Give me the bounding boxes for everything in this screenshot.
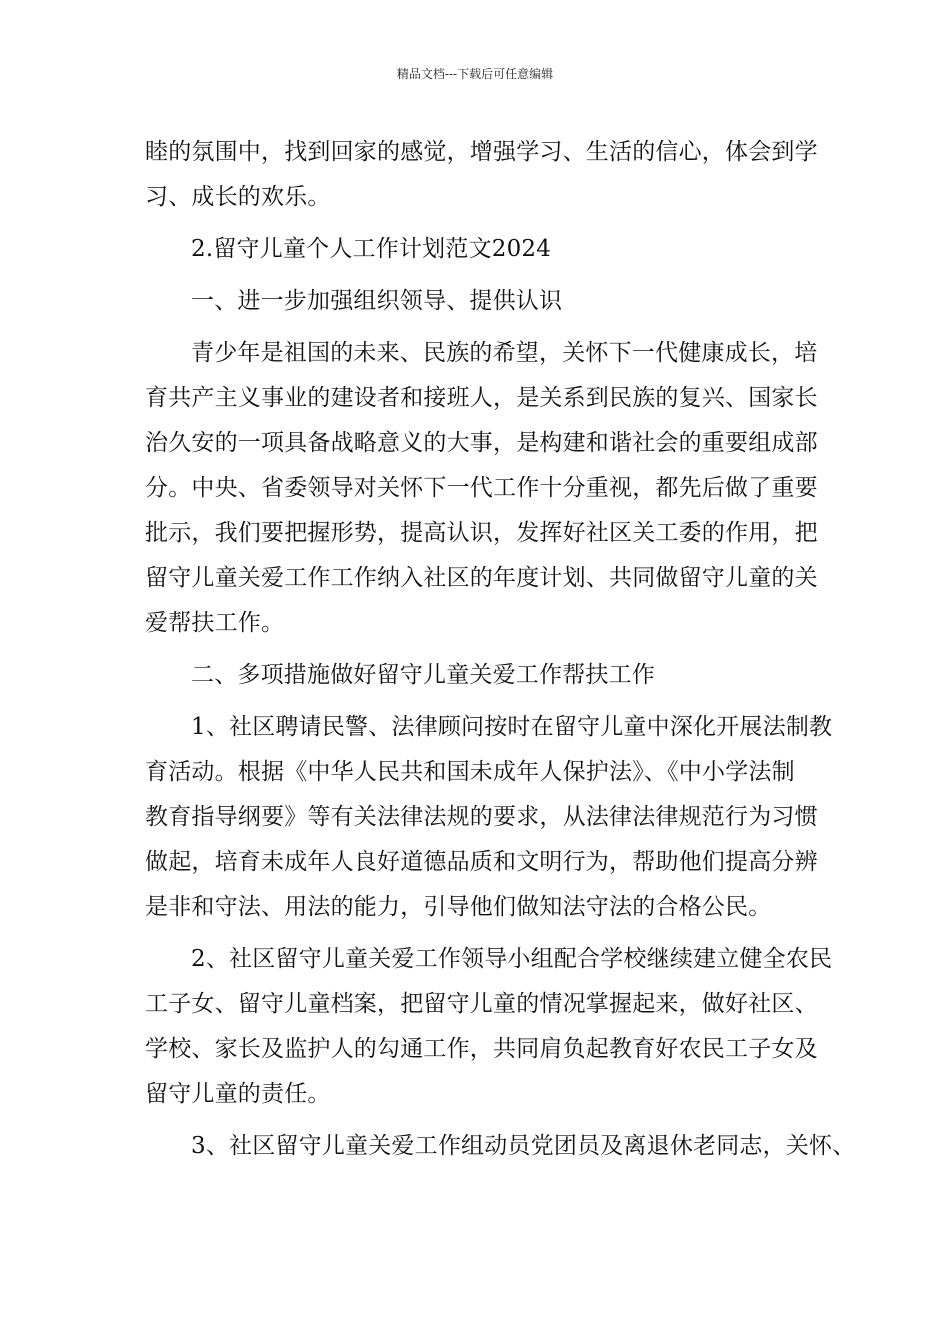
text-line: 3、社区留守儿童关爱工作组动员党团员及离退休老同志，关怀、	[191, 1133, 856, 1159]
text-line: 二、多项措施做好留守儿童关爱工作帮扶工作	[191, 662, 655, 688]
page-header: 精品文档---下载后可任意编辑	[396, 67, 554, 81]
text-line: 2.留守儿童个人工作计划范文2024	[191, 236, 552, 262]
text-line: 工子女、留守儿童档案，把留守儿童的情况掌握起来，做好社区、	[145, 991, 818, 1017]
text-line: 教育指导纲要》等有关法律法规的要求，从法律法律规范行为习惯	[145, 804, 818, 830]
text-line: 2、社区留守儿童关爱工作领导小组配合学校继续建立健全农民	[191, 946, 833, 972]
text-line: 做起，培育未成年人良好道德品质和文明行为，帮助他们提高分辨	[145, 849, 818, 875]
text-line: 留守儿童关爱工作工作纳入社区的年度计划、共同做留守儿童的关	[145, 565, 818, 591]
text-line: 留守儿童的责任。	[145, 1081, 331, 1107]
text-line: 学校、家长及监护人的勾通工作，共同肩负起教育好农民工子女及	[145, 1036, 818, 1062]
text-line: 分。中央、省委领导对关怀下一代工作十分重视，都先后做了重要	[145, 475, 818, 501]
text-line: 育活动。根据《中华人民共和国未成年人保护法》、《中小学法制	[145, 759, 795, 785]
text-line: 是非和守法、用法的能力，引导他们做知法守法的合格公民。	[145, 894, 772, 920]
text-line: 育共产主义事业的建设者和接班人，是关系到民族的复兴、国家长	[145, 385, 818, 411]
text-line: 批示，我们要把握形势，提高认识，发挥好社区关工委的作用，把	[145, 520, 818, 546]
text-line: 爱帮扶工作。	[145, 610, 285, 636]
text-line: 一、进一步加强组织领导、提供认识	[191, 288, 563, 314]
text-line: 治久安的一项具备战略意义的大事，是构建和谐社会的重要组成部	[145, 430, 818, 456]
text-line: 习、成长的欢乐。	[145, 184, 331, 210]
text-line: 1、社区聘请民警、法律顾问按时在留守儿童中深化开展法制教	[191, 714, 833, 740]
text-line: 睦的氛围中，找到回家的感觉，增强学习、生活的信心，体会到学	[145, 139, 818, 165]
text-line: 青少年是祖国的未来、民族的希望，关怀下一代健康成长，培	[191, 340, 818, 366]
document-body	[145, 130, 856, 1169]
